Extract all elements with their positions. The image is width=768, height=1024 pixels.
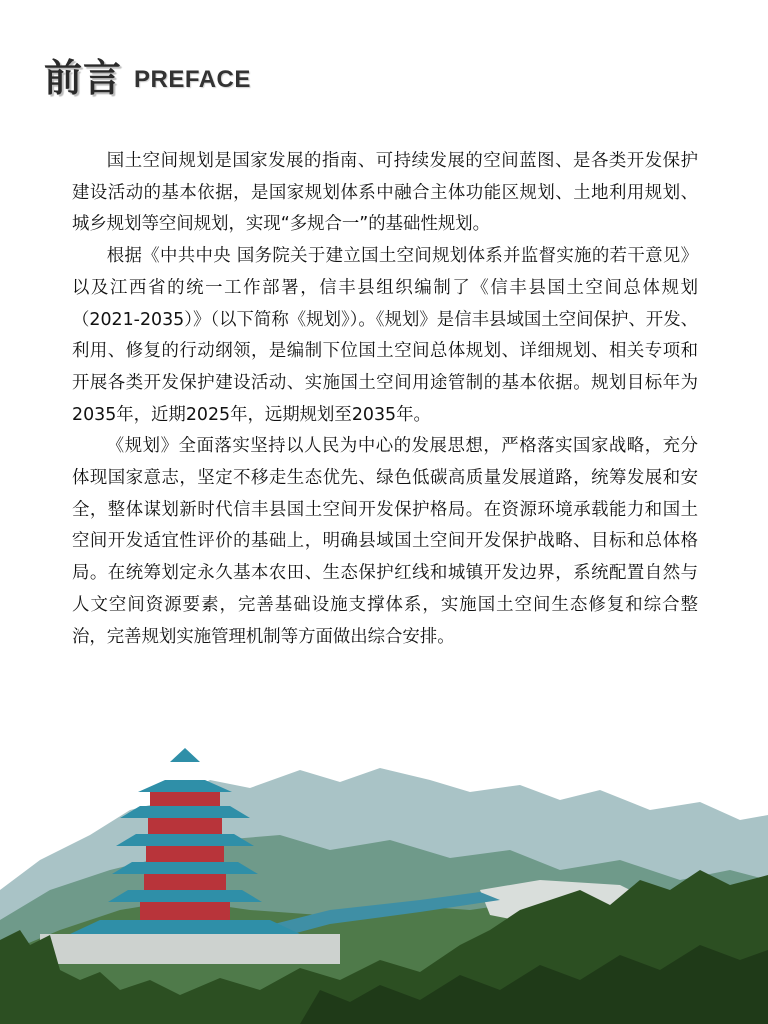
paragraph-1: 国土空间规划是国家发展的指南、可持续发展的空间蓝图、是各类开发保护建设活动的基本依据，是国家规划体系中融合主体功能区规划、土地利用规划、城乡规划等空间规划，实现“多规合一”的基础性规划。 bbox=[72, 151, 698, 235]
title-chinese: 前言 bbox=[44, 56, 123, 100]
paragraph-3: 《规划》全面落实坚持以人民为中心的发展思想，严格落实国家战略，充分体现国家意志，坚定不移走生态优先、绿色低碳高质量发展道路，统筹发展和安全，整体谋划新时代信丰县国土空间开发保护格局。在资源环境承载能力和国土空间开发适宜性评价的基础上，明确县域国土空间开发保护战略、目标和总体格局。在统筹划定永久基本农田、生态保护红线和城镇开发边界，系统配置自然与人文空间资源要素，完善基础设施支撑体系，实施国土空间生态修复和综合整治，完善规划实施管理机制等方面做出综合安排。 bbox=[72, 436, 698, 647]
paragraph-2: 根据《中共中央 国务院关于建立国土空间规划体系并监督实施的若干意见》以及江西省的统一工作部署，信丰县组织编制了《信丰县国土空间总体规划（2021-2035）》（以下简称《规划》）。《规划》是信丰县域国土空间保护、开发、利用、修复的行动纲领，是编制下位国土空间总体规划、详细规划、相关专项和开展各类开发保护建设活动、实施国土空间用途管制的基本依据。规划目标年为2035年，近期2025年，远期规划至2035年。 bbox=[72, 246, 698, 425]
landscape-illustration bbox=[0, 740, 768, 1024]
page-title bbox=[44, 56, 251, 100]
title-english: PREFACE bbox=[134, 66, 251, 93]
preface-body bbox=[72, 146, 698, 653]
